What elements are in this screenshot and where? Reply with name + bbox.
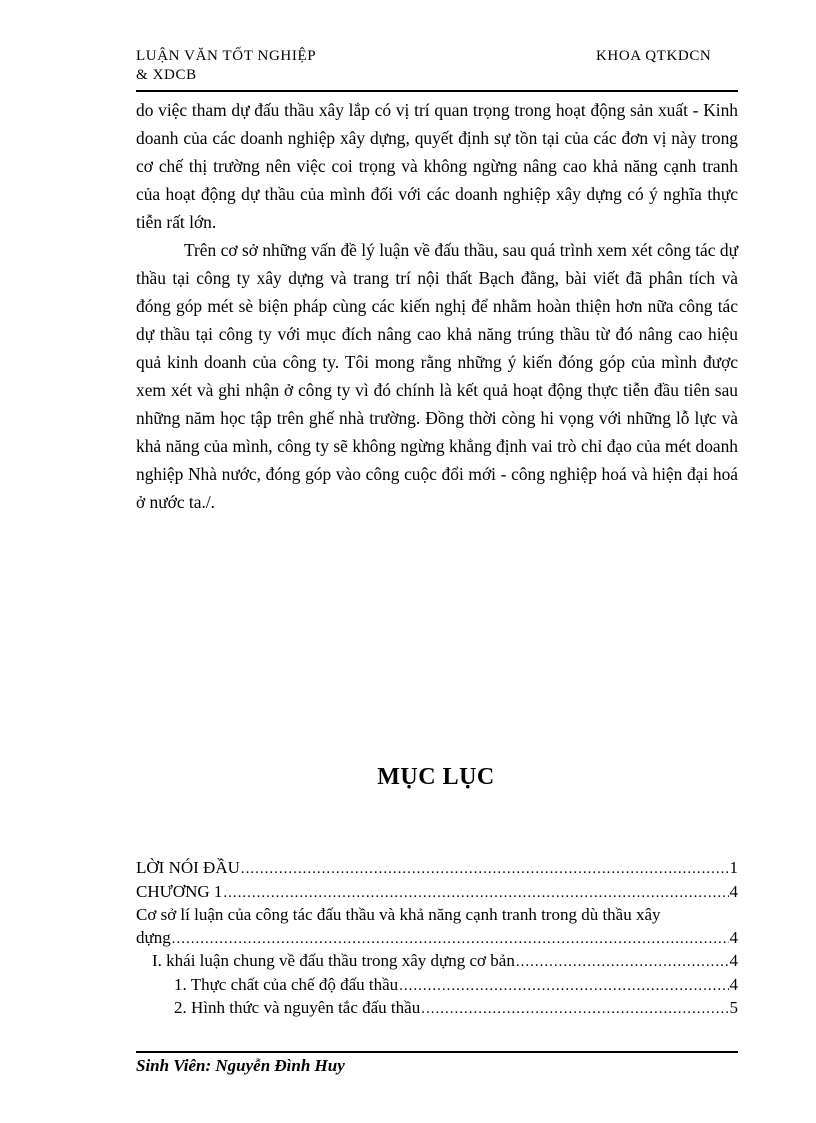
toc-leader-dots (516, 951, 729, 974)
table-of-contents (136, 857, 738, 1021)
header-left (136, 47, 396, 85)
header-divider (136, 90, 738, 92)
toc-entry-text: LỜI NÓI ĐẦU (136, 858, 240, 877)
toc-entry-chapter-1-title[interactable] (136, 904, 738, 950)
toc-entry-subsection-2[interactable] (136, 997, 738, 1021)
toc-entry-page: 5 (729, 998, 738, 1017)
toc-entry-page: 4 (729, 951, 738, 970)
toc-leader-dots (223, 882, 728, 905)
toc-entry-section-1[interactable] (136, 950, 738, 974)
body-text (136, 96, 738, 516)
toc-entry-text-line1: Cơ sở lí luận của công tác đấu thầu và khả năng cạnh tranh trong dù thầu xây (136, 905, 661, 924)
footer-student-name: Sinh Viên: Nguyễn Đình Huy (136, 1056, 345, 1075)
toc-leader-dots (241, 858, 729, 881)
toc-entry-text: 2. Hình thức và nguyên tắc đấu thầu (174, 998, 421, 1017)
toc-leader-dots (421, 998, 728, 1021)
toc-entry-text: dựng (136, 927, 171, 947)
header-thesis-subtitle: & XDCB (136, 67, 197, 83)
header-thesis-title: LUẬN VĂN TỐT NGHIỆP (136, 48, 317, 64)
toc-title: MỤC LỤC (377, 764, 495, 790)
toc-leader-dots (399, 975, 728, 998)
toc-entry-page: 4 (729, 881, 738, 901)
toc-entry-preface[interactable] (136, 857, 738, 881)
toc-entry-page: 4 (729, 927, 738, 947)
toc-leader-dots (172, 928, 729, 951)
toc-entry-page: 4 (729, 974, 738, 994)
body-paragraph-1: do việc tham dự đấu thầu xây lắp có vị trí quan trọng trong hoạt động sản xuất - Kinh doanh của các doanh nghiệp xây dựng, quyết định sự tồn tại của các đơn vị này trong cơ chế thị trường nên việc coi trọng và không ngừng nâng cao khả năng cạnh tranh của hoạt động dự thầu của mình đối với các doanh nghiệp xây dựng có ý nghĩa thực tiễn rất lớn. (136, 100, 738, 232)
toc-entry-chapter-1[interactable] (136, 881, 738, 905)
toc-entry-page: 1 (729, 858, 738, 877)
header-faculty: KHOA QTKDCN (596, 48, 712, 64)
toc-entry-text: CHƯƠNG 1 (136, 881, 223, 901)
body-paragraph-2: Trên cơ sở những vấn đề lý luận về đấu thầu, sau quá trình xem xét công tác dự thầu tại công ty xây dựng và trang trí nội thất Bạch đằng, bài viết đã phân tích và đóng góp mét sè biện pháp cùng các kiến nghị để nhằm hoàn thiện hơn nữa công tác dự thầu tại công ty với mục đích nâng cao khả năng trúng thầu từ đó nâng cao hiệu quả kinh doanh của công ty. Tôi mong rằng những ý kiến đóng góp của mình được xem xét và ghi nhận ở công ty vì đó chính là kết quả hoạt động thực tiễn đầu tiên sau những năm học tập trên ghế nhà trường. Đồng thời còng hi vọng với những lỗ lực và khả năng của mình, công ty sẽ không ngừng khẳng định vai trò chỉ đạo của mét doanh nghiệp Nhà nước, đóng góp vào công cuộc đổi mới - công nghiệp hoá và hiện đại hoá ở nước ta./. (136, 240, 738, 512)
toc-entry-subsection-1[interactable] (136, 974, 738, 998)
toc-entry-text: I. khái luận chung về đấu thầu trong xây dựng cơ bản (152, 951, 515, 970)
toc-entry-text: 1. Thực chất của chế độ đấu thầu (174, 974, 399, 994)
footer-divider (136, 1051, 738, 1053)
